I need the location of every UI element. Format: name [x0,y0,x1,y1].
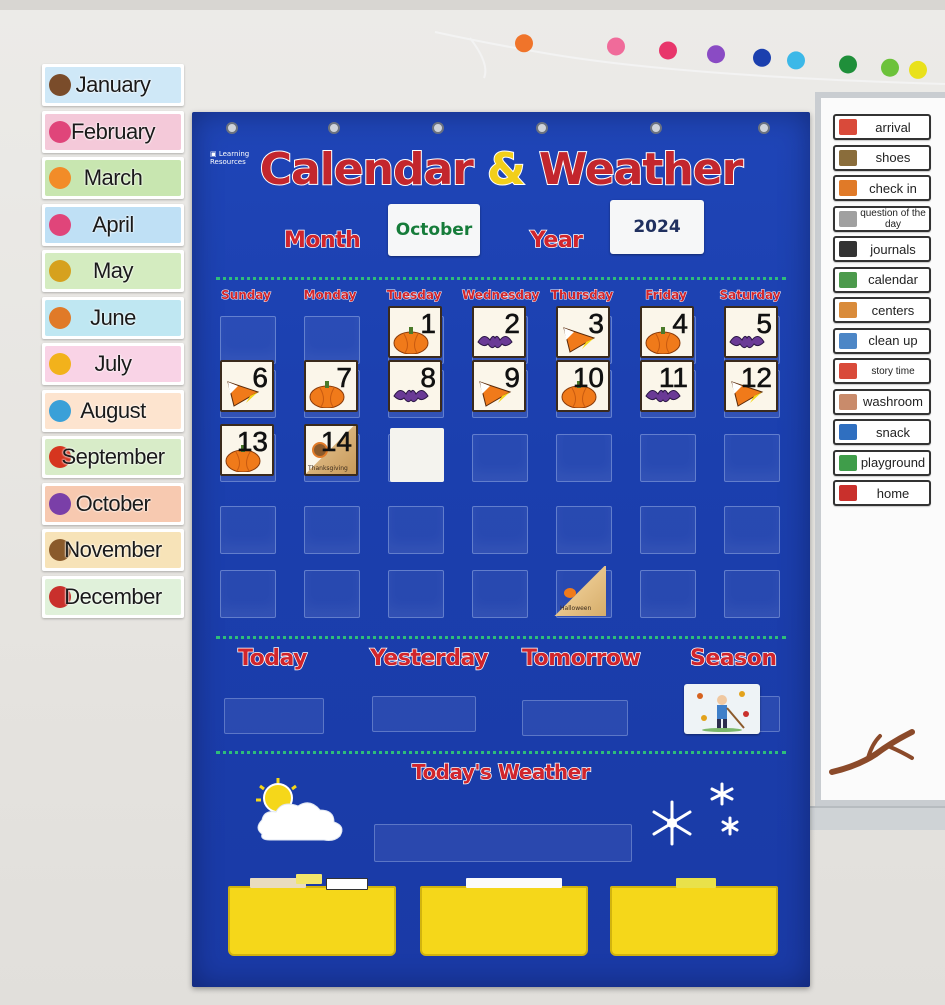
snack-icon [839,424,857,440]
yesterday-label: Yesterday [370,646,488,671]
month-decoration-icon [49,260,71,282]
month-decoration-icon [49,353,71,375]
month-card-december[interactable] [42,576,184,618]
today-label: Today [238,646,307,671]
month-label: June [90,304,136,330]
date-card-11[interactable] [640,360,694,412]
month-label: October [75,490,151,516]
yesterday-pocket[interactable] [372,696,476,732]
title-calendar: Calendar [259,144,473,195]
year-card[interactable]: 2024 [610,200,704,254]
month-card-face [45,346,181,382]
halloween-card[interactable] [554,566,606,616]
routine-card-shoes[interactable] [833,145,931,171]
month-card-august[interactable] [42,390,184,432]
clean-up-icon [839,333,857,349]
blank-date-card[interactable] [390,428,444,482]
shoes-icon [839,150,857,166]
pom-pom [753,49,771,67]
routine-label: washroom [863,394,923,409]
date-card-9[interactable] [472,360,526,412]
routine-label: journals [870,241,916,257]
month-card-october[interactable] [42,483,184,525]
snowflake-icon[interactable] [648,780,748,852]
pom-pom [515,34,533,52]
calendar-pocket[interactable] [472,506,528,554]
season-card-autumn[interactable] [684,684,760,734]
grommet [226,122,238,134]
day-header-sunday: Sunday [221,288,271,302]
day-header-wednesday: Wednesday [462,288,540,302]
month-decoration-icon [49,167,71,189]
ceiling [0,0,945,10]
calendar-pocket[interactable] [556,506,612,554]
month-card-june[interactable] [42,297,184,339]
month-card-march[interactable] [42,157,184,199]
date-card-6[interactable] [220,360,274,412]
whiteboard-tray [808,806,945,830]
month-label: April [92,211,134,237]
month-card-face [45,207,181,243]
month-label: November [64,537,162,562]
routine-card-playground[interactable] [833,450,931,476]
home-icon [839,485,857,501]
month-label: December [64,583,162,609]
routine-label: check in [869,180,917,196]
calendar-pocket[interactable] [304,316,360,364]
tomorrow-pocket[interactable] [522,700,628,736]
grommet [650,122,662,134]
day-header-saturday: Saturday [719,288,781,302]
date-card-14[interactable] [304,424,358,476]
routine-label: shoes [875,150,911,165]
date-card-5[interactable] [724,306,778,358]
date-card-7[interactable] [304,360,358,412]
date-number: 13 [236,426,268,457]
divider-middle [216,636,786,639]
pom-pom-garland [430,24,945,94]
title-ampersand: & [487,144,525,195]
month-decoration-icon [49,307,71,329]
centers-icon [839,302,857,318]
calendar-pocket[interactable] [724,506,780,554]
calendar-pocket-chart [192,112,810,987]
grommet [328,122,340,134]
story-icon [839,363,857,379]
routine-card-story-time[interactable] [833,358,931,384]
calendar-pocket[interactable] [472,434,528,482]
month-label: February [70,118,156,144]
date-card-1[interactable] [388,306,442,358]
question-icon [839,211,857,227]
pom-pom [659,41,677,59]
month-card-may[interactable] [42,250,184,292]
routine-card-question-of-the-day[interactable] [833,206,931,232]
grommet [432,122,444,134]
month-card-face [45,253,181,289]
day-header-thursday: Thursday [550,288,614,302]
tomorrow-label: Tomorrow [522,646,641,671]
title-weather: Weather [538,144,743,195]
routine-card-calendar[interactable] [833,267,931,293]
month-card-september[interactable] [42,436,184,478]
pom-pom [787,51,805,69]
date-number: 7 [336,362,352,393]
month-label: August [80,397,146,423]
storage-pocket-right[interactable] [610,886,778,956]
month-card-face [45,300,181,336]
grommet [758,122,770,134]
routine-label: calendar [868,272,918,287]
day-header-friday: Friday [645,288,687,302]
learning-resources-logo: ▣ Learning Resources [210,150,250,166]
month-card-february[interactable] [42,111,184,153]
check-in-icon [839,180,857,196]
calendar-pocket[interactable] [220,506,276,554]
routine-card-home[interactable] [833,480,931,506]
month-label: July [94,351,132,376]
month-card-november[interactable] [42,529,184,571]
month-card-face [45,532,181,568]
routine-label: story time [871,365,915,377]
routine-label: snack [876,424,910,440]
routine-label: arrival [875,119,911,135]
date-number: 3 [588,308,604,339]
month-card-april[interactable] [42,204,184,246]
date-card-4[interactable] [640,306,694,358]
month-label: March [83,165,143,190]
autumn-rake-icon [684,684,760,734]
thanksgiving-label: Thanksgiving [308,465,348,472]
partly-cloudy-icon[interactable] [250,776,354,848]
month-decoration-icon [49,400,71,422]
month-card-january[interactable] [42,64,184,106]
calendar-icon [839,272,857,288]
date-number: 10 [572,362,604,393]
date-number: 2 [504,308,520,339]
routine-label: home [876,485,910,501]
calendar-pocket[interactable] [556,434,612,482]
date-number: 14 [320,426,352,457]
calendar-pocket[interactable] [388,570,444,618]
halloween-label: Halloween [560,605,592,612]
journal-icon [839,241,857,257]
washroom-icon [839,394,857,410]
pom-pom [607,37,625,55]
month-card-face [45,114,181,150]
date-card-13[interactable] [220,424,274,476]
calendar-pocket[interactable] [388,506,444,554]
date-card-8[interactable] [388,360,442,412]
calendar-pocket[interactable] [640,506,696,554]
pom-pom [881,59,899,77]
date-card-10[interactable] [556,360,610,412]
month-card-face [45,393,181,429]
month-decoration-icon [49,121,71,143]
grommet [536,122,548,134]
month-card-face [45,579,181,615]
month-label: January [75,72,151,97]
month-card-face [45,67,181,103]
routine-label: playground [860,455,926,470]
date-card-3[interactable] [556,306,610,358]
year-label: Year [530,228,583,253]
calendar-pocket[interactable] [304,506,360,554]
calendar-pocket[interactable] [220,570,276,618]
todays-weather-label: Today's Weather [411,760,591,784]
routine-card-washroom[interactable] [833,389,931,415]
chart-title [192,144,810,195]
date-number: 12 [740,362,772,393]
routine-card-snack[interactable] [833,419,931,445]
routine-label: question of the day [860,207,926,230]
routine-label: clean up [868,333,918,348]
calendar-pocket[interactable] [724,434,780,482]
playground-icon [839,455,857,471]
month-decoration-icon [49,74,71,96]
date-number: 6 [252,362,268,393]
pom-pom [839,55,857,73]
routine-label: centers [871,302,915,318]
month-decoration-icon [49,214,71,236]
month-card-july[interactable] [42,343,184,385]
storage-pocket-middle[interactable] [420,886,588,956]
day-header-monday: Monday [303,288,357,302]
month-card-face [45,439,181,475]
routine-card-arrival[interactable] [833,114,931,140]
arrival-icon [839,119,857,135]
calendar-pocket[interactable] [472,570,528,618]
date-number: 9 [504,362,520,393]
date-number: 4 [672,308,688,339]
calendar-pocket[interactable] [640,570,696,618]
date-number: 11 [658,362,688,393]
divider-weather [216,751,786,754]
date-card-2[interactable] [472,306,526,358]
day-header-tuesday: Tuesday [386,288,442,302]
month-decoration-icon [49,493,71,515]
pom-pom [707,45,725,63]
date-number: 8 [420,362,436,393]
calendar-pocket[interactable] [304,570,360,618]
season-label: Season [690,646,777,671]
routine-card-check-in[interactable] [833,175,931,201]
routine-card-clean-up[interactable] [833,328,931,354]
branch-icon [828,722,918,782]
month-label: May [92,258,134,283]
date-number: 5 [756,308,772,339]
divider-top [216,277,786,280]
month-card-face [45,486,181,522]
month-card-face [45,160,181,196]
month-label: Month [284,228,361,253]
month-label: September [61,444,165,469]
routine-card-journals[interactable] [833,236,931,262]
weather-pocket[interactable] [374,824,632,862]
calendar-pocket[interactable] [724,570,780,618]
pumpkin-icon [564,588,576,598]
month-card[interactable]: October [388,204,480,256]
date-card-12[interactable] [724,360,778,412]
pom-pom [909,61,927,79]
calendar-pocket[interactable] [640,434,696,482]
today-pocket[interactable] [224,698,324,734]
storage-pocket-left[interactable] [228,886,396,956]
date-number: 1 [420,308,436,339]
routine-card-centers[interactable] [833,297,931,323]
calendar-pocket[interactable] [220,316,276,364]
